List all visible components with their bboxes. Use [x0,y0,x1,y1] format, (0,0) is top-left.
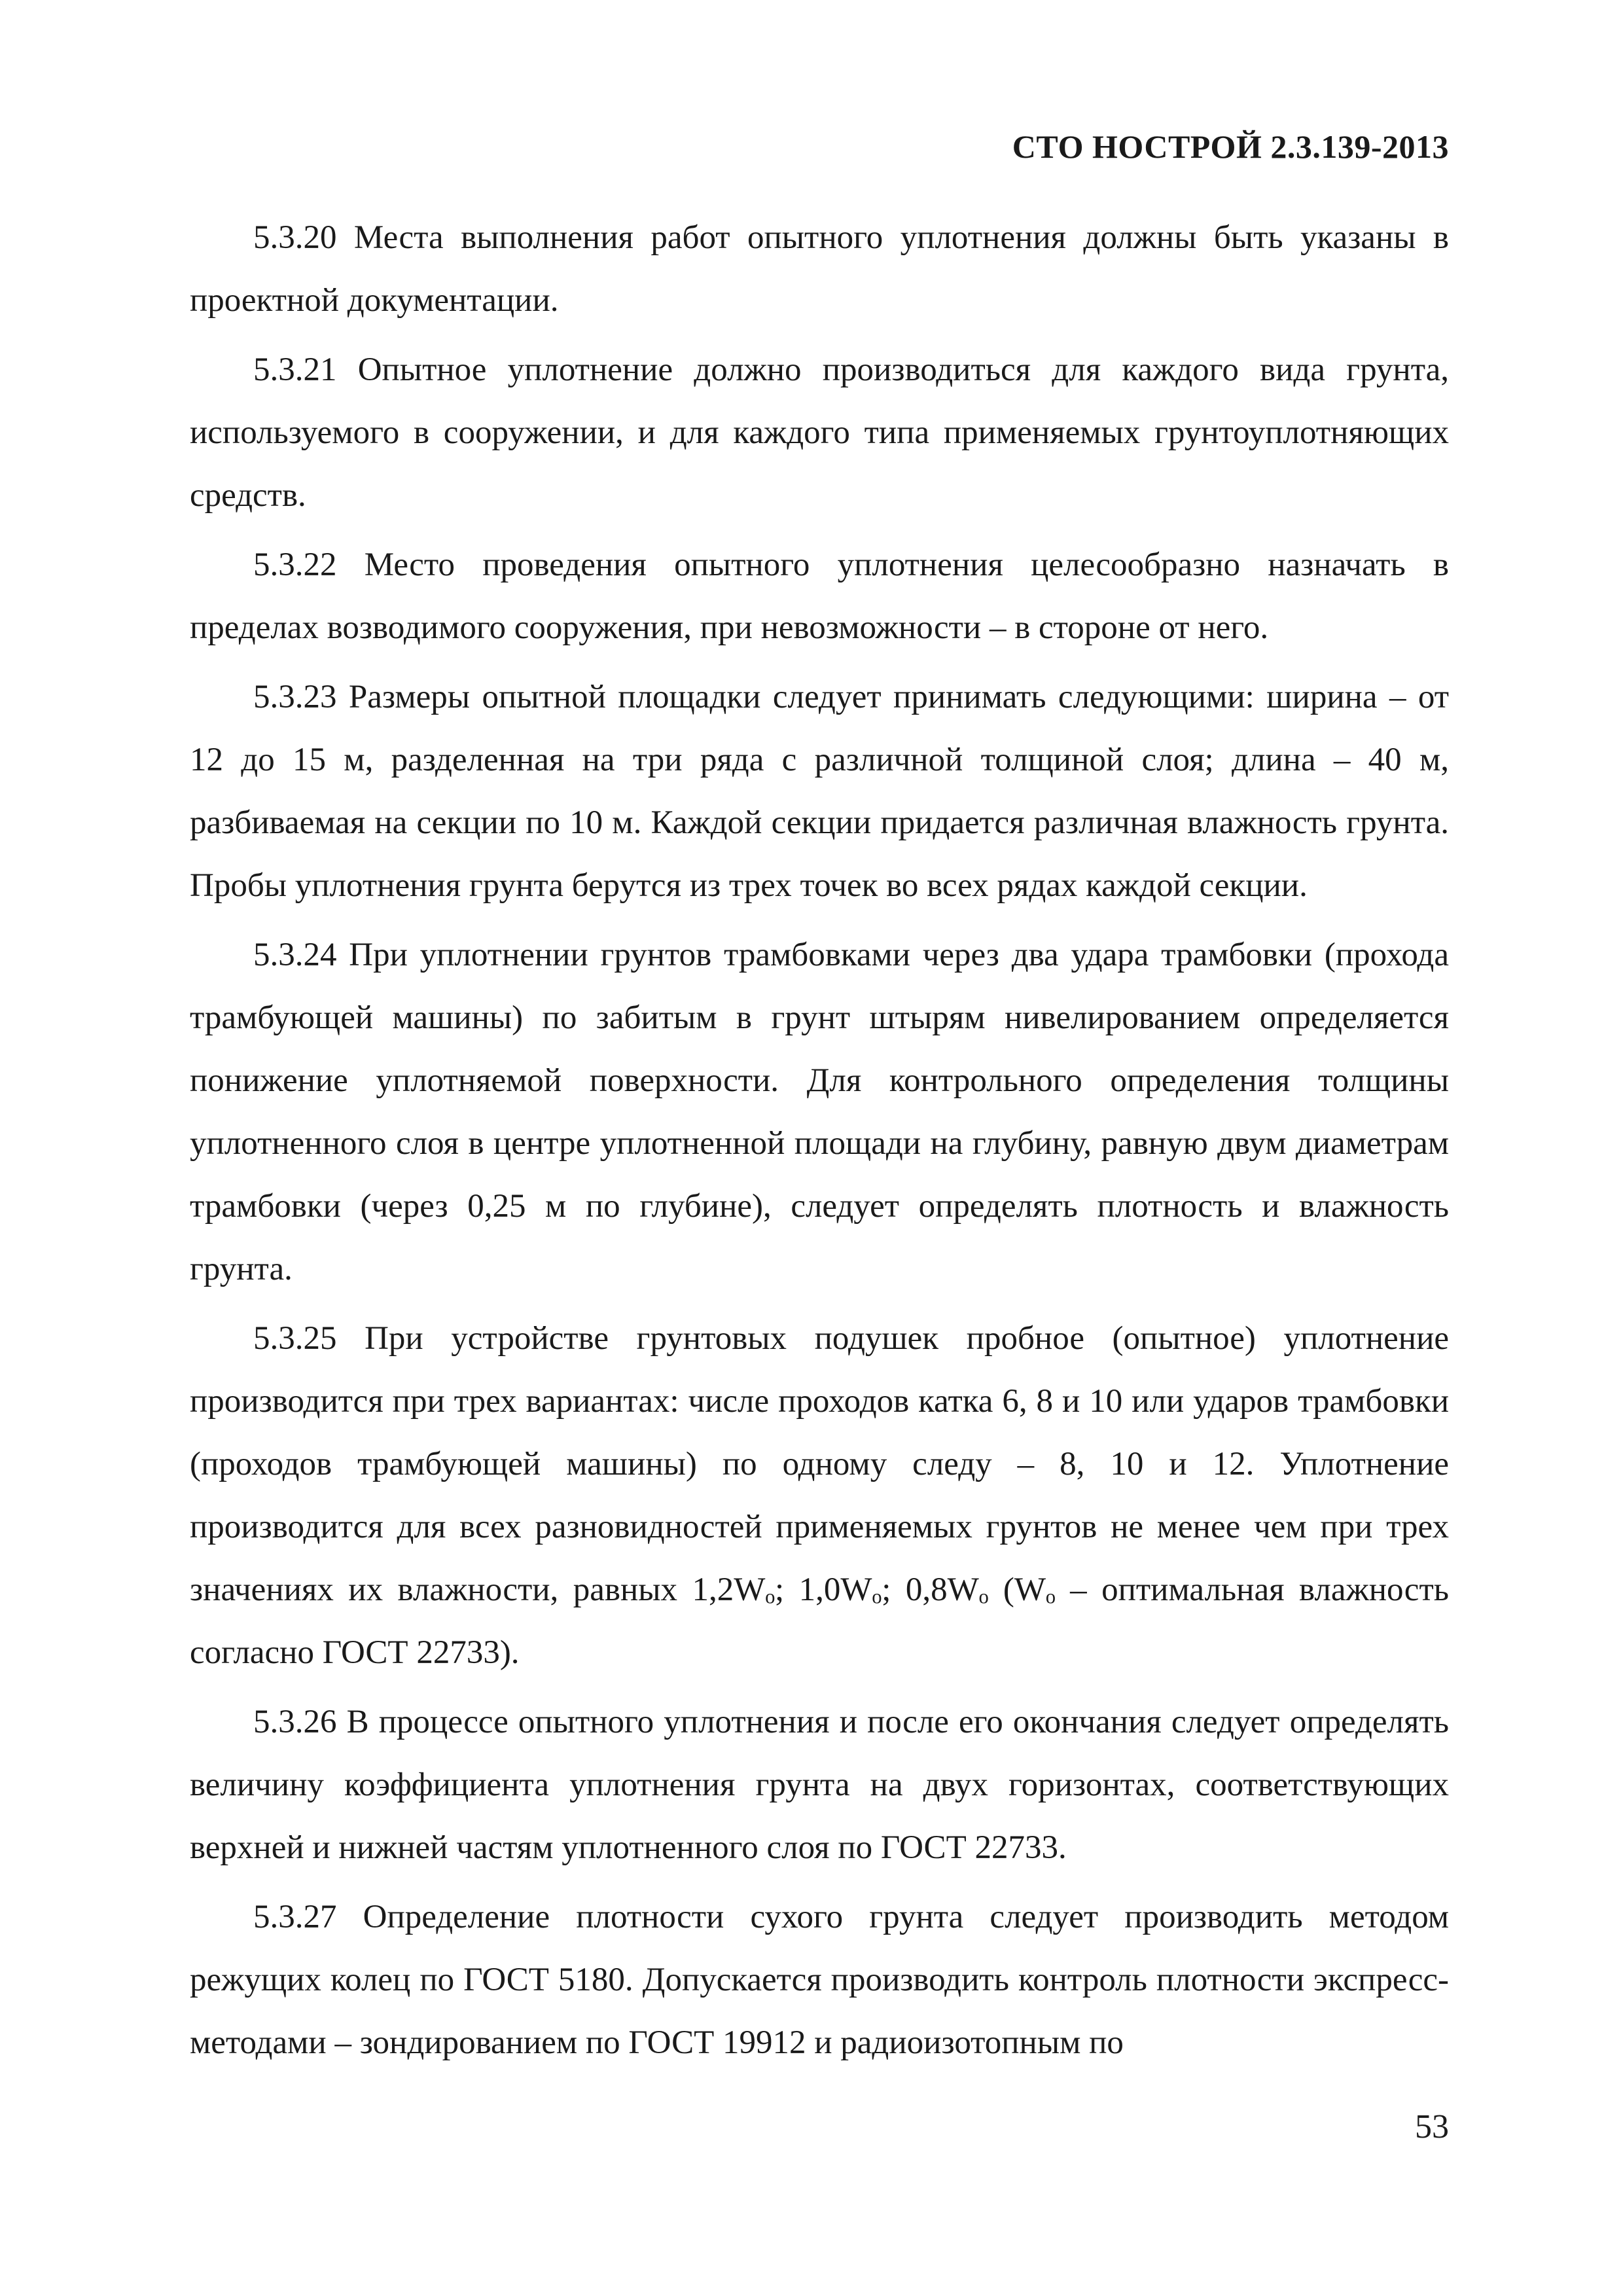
paragraph-5-3-27: 5.3.27 Определение плотности сухого грунта следует производить методом режущих колец по ГОСТ 5180. Допускается производить контроль плотности экспресс-методами – зондированием по ГОСТ 19912 и радиоизотопным по [190,1899,1449,2061]
paragraph-5-3-21: 5.3.21 Опытное уплотнение должно производиться для каждого вида грунта, используемого в сооружении, и для каждого типа применяемых грунтоуплотняющих средств. [190,351,1449,514]
document-code-header: СТО НОСТРОЙ 2.3.139-2013 [1012,128,1449,165]
paragraph-5-3-23: 5.3.23 Размеры опытной площадки следует принимать следующими: ширина – от 12 до 15 м, разделенная на три ряда с различной толщиной слоя; длина – 40 м, разбиваемая на секции по 10 м. Каждой секции придается различная влажность грунта. Пробы уплотнения грунта берутся из трех точек во всех рядах каждой секции. [190,679,1449,904]
paragraph-5-3-26: 5.3.26 В процессе опытного уплотнения и после его окончания следует определять величину коэффициента уплотнения грунта на двух горизонтах, соответствующих верхней и нижней частям уплотненного слоя по ГОСТ 22733. [190,1704,1449,1866]
paragraph-5-3-22: 5.3.22 Место проведения опытного уплотнения целесообразно назначать в пределах возводимого сооружения, при невозможности – в стороне от него. [190,547,1449,646]
document-body [190,206,1449,2081]
paragraph-5-3-25: 5.3.25 При устройстве грунтовых подушек пробное (опытное) уплотнение производится при трех вариантах: числе проходов катка 6, 8 и 10 или ударов трамбовки (проходов трамбующей машины) по одному следу – 8, 10 и 12. Уплотнение производится для всех разновидностей применяемых грунтов не менее чем при трех значениях их влажности, равных 1,2Wₒ; 1,0Wₒ; 0,8Wₒ (Wₒ – оптимальная влажность согласно ГОСТ 22733). [190,1320,1449,1671]
paragraph-5-3-20: 5.3.20 Места выполнения работ опытного уплотнения должны быть указаны в проектной документации. [190,219,1449,319]
paragraph-5-3-24: 5.3.24 При уплотнении грунтов трамбовками через два удара трамбовки (прохода трамбующей машины) по забитым в грунт штырям нивелированием определяется понижение уплотняемой поверхности. Для контрольного определения толщины уплотненного слоя в центре уплотненной площади на глубину, равную двум диаметрам трамбовки (через 0,25 м по глубине), следует определять плотность и влажность грунта. [190,937,1449,1287]
page-number: 53 [1415,2108,1449,2145]
